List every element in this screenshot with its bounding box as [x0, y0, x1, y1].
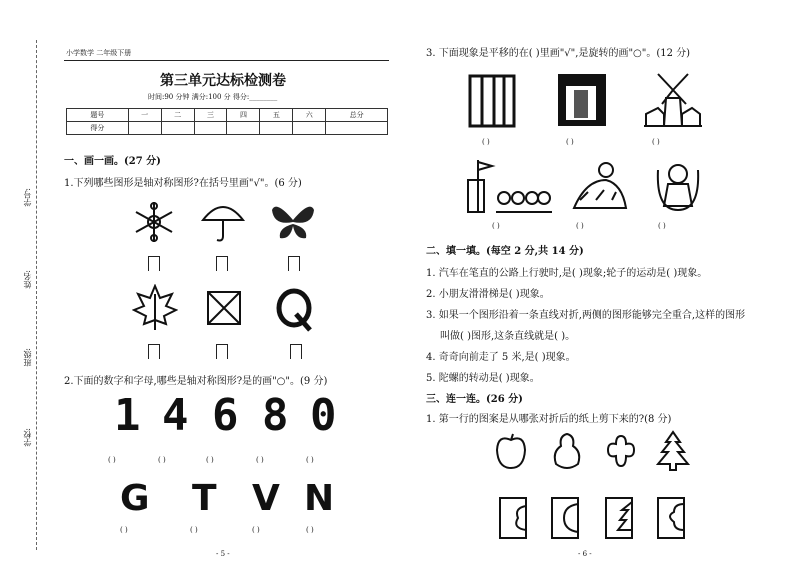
apple-shape-icon: [494, 432, 528, 472]
fill-4: 4. 奇奇向前走了 5 米,是( )现象。: [426, 352, 576, 363]
section-1-title: 一、画一画。(27 分): [64, 156, 161, 167]
answer-bracket[interactable]: [148, 256, 160, 271]
digit: 4: [162, 390, 189, 441]
cell: [326, 122, 388, 135]
maple-leaf-icon: [132, 284, 178, 332]
answer-paren[interactable]: ( ): [206, 456, 214, 464]
letter: T: [192, 478, 217, 519]
question-1: 1.下列哪些图形是轴对称图形?在括号里画"√"。(6 分): [64, 178, 302, 189]
cell: 五: [260, 109, 293, 122]
flag-raising-icon: [466, 158, 552, 214]
link-1: 1. 第一行的图案是从哪张对折后的纸上剪下来的?(8 分): [426, 414, 672, 425]
folded-paper-b-icon: [550, 496, 580, 540]
answer-bracket[interactable]: [148, 344, 160, 359]
cell: 二: [161, 109, 194, 122]
snowflake-icon: [132, 200, 176, 244]
cell: [227, 122, 260, 135]
cell: [194, 122, 227, 135]
answer-paren[interactable]: ( ): [252, 526, 260, 534]
answer-bracket[interactable]: [216, 256, 228, 271]
score-table: [66, 108, 388, 135]
cell: [293, 122, 326, 135]
answer-paren[interactable]: ( ): [256, 456, 264, 464]
section-2-title: 二、填一填。(每空 2 分,共 14 分): [426, 246, 584, 257]
umbrella-icon: [200, 198, 246, 244]
flower-shape-icon: [604, 432, 638, 472]
question-3: 3. 下面现象是平移的在( )里画"√",是旋转的画"○"。(12 分): [426, 48, 691, 59]
cell: [128, 122, 161, 135]
gourd-shape-icon: [550, 432, 584, 472]
jump-rope-girl-icon: [656, 160, 700, 212]
answer-paren[interactable]: ( ): [566, 138, 574, 146]
answer-paren[interactable]: ( ): [482, 138, 490, 146]
slide-children-icon: [566, 160, 630, 212]
answer-paren[interactable]: ( ): [658, 222, 666, 230]
cell: 四: [227, 109, 260, 122]
answer-paren[interactable]: ( ): [306, 526, 314, 534]
digit: 1: [114, 390, 141, 441]
digit: 6: [212, 390, 239, 441]
cell: 题号: [67, 109, 129, 122]
answer-paren[interactable]: ( ): [120, 526, 128, 534]
folded-paper-c-icon: [604, 496, 634, 540]
answer-paren[interactable]: ( ): [652, 138, 660, 146]
fill-5: 5. 陀螺的转动是( )现象。: [426, 373, 540, 384]
cell: 得分: [67, 122, 129, 135]
cell: 一: [128, 109, 161, 122]
cell: 六: [293, 109, 326, 122]
answer-paren[interactable]: ( ): [158, 456, 166, 464]
digit: 8: [262, 390, 289, 441]
header-rule: [64, 60, 389, 61]
fill-1: 1. 汽车在笔直的公路上行驶时,是( )现象;轮子的运动是( )现象。: [426, 268, 708, 279]
section-3-title: 三、连一连。(26 分): [426, 394, 523, 405]
page-number-left: - 5 -: [216, 550, 230, 558]
answer-bracket[interactable]: [288, 256, 300, 271]
windmill-icon: [642, 68, 704, 130]
answer-paren[interactable]: ( ): [492, 222, 500, 230]
sidebar-label-class: 班级:: [23, 348, 32, 367]
cell: 三: [194, 109, 227, 122]
answer-paren[interactable]: ( ): [306, 456, 314, 464]
answer-paren[interactable]: ( ): [576, 222, 584, 230]
elevator-door-icon: [556, 72, 608, 128]
sidebar-label-school: 学校:: [23, 428, 32, 447]
sliding-window-icon: [468, 74, 516, 128]
digit: 0: [310, 390, 337, 441]
sidebar-label-id: 学号:: [23, 188, 32, 207]
cell: 总分: [326, 109, 388, 122]
letter: G: [120, 478, 150, 519]
letter-q-icon: [274, 288, 314, 332]
cell: [161, 122, 194, 135]
sidebar-label-name: 姓名:: [23, 270, 32, 289]
butterfly-icon: [270, 200, 316, 242]
answer-paren[interactable]: ( ): [190, 526, 198, 534]
answer-bracket[interactable]: [290, 344, 302, 359]
question-2: 2.下面的数字和字母,哪些是轴对称图形?是的画"○"。(9 分): [64, 376, 328, 387]
cell: [260, 122, 293, 135]
fill-2: 2. 小朋友滑滑梯是( )现象。: [426, 289, 550, 300]
answer-paren[interactable]: ( ): [108, 456, 116, 464]
page-number-right: - 6 -: [578, 550, 592, 558]
page-title: 第三单元达标检测卷: [160, 73, 286, 89]
score-row-header: [67, 109, 388, 122]
letter: N: [304, 478, 335, 519]
folded-paper-d-icon: [656, 496, 686, 540]
pinwheel-icon: [204, 288, 244, 328]
fill-3b: 叫做( )图形,这条直线就是( )。: [440, 331, 576, 342]
exam-meta: 时间:90 分钟 满分:100 分 得分:________: [148, 93, 278, 101]
binding-line: [36, 40, 37, 550]
tree-shape-icon: [656, 430, 690, 472]
answer-bracket[interactable]: [216, 344, 228, 359]
folded-paper-a-icon: [498, 496, 528, 540]
score-row-values: [67, 122, 388, 135]
letter: V: [252, 478, 280, 519]
fill-3a: 3. 如果一个图形沿着一条直线对折,两侧的图形能够完全重合,这样的图形: [426, 310, 746, 321]
book-header: 小学数学 二年级下册: [66, 49, 132, 57]
